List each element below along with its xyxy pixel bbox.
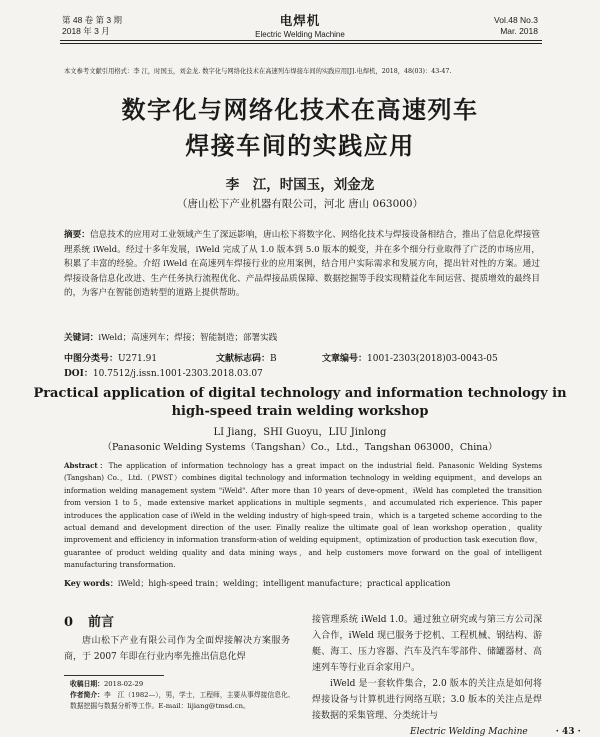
clc-number: [64, 351, 157, 364]
keywords-en: [64, 578, 542, 589]
article-title-line2: 焊接车间的实践应用: [185, 131, 415, 160]
header-rule-thin: [60, 43, 542, 44]
document-code: [216, 351, 277, 364]
received-label: 收稿日期：: [70, 680, 104, 688]
header-rule: [60, 40, 542, 41]
body-column-left: 唐山松下产业有限公司作为全面焊接解决方案服务商，于 2007 年即在行业内率先推出信息化焊: [64, 636, 290, 662]
article-number-label: 文章编号：: [322, 354, 368, 364]
author-bio-text: 李 江（1982—），男，学士，工程师，主要从事焊接信息化、数据挖掘与数据分析等工作。E-mail：lijiang@tmsd.cn。: [70, 691, 295, 710]
clc-value: U271.91: [118, 354, 158, 364]
affiliation: （唐山松下产业机器有限公司，河北 唐山 063000）: [176, 198, 424, 210]
section-number: 0: [64, 615, 74, 630]
doc-code-value: B: [270, 354, 277, 364]
keywords-cn-label: 关键词：: [64, 333, 99, 343]
journal-name-cn: 电焊机: [279, 13, 321, 28]
section-title: 前言: [88, 615, 115, 630]
footer-journal: Electric Welding Machine: [410, 727, 528, 737]
abstract-cn: [64, 228, 540, 301]
body-paragraph: iWeld 是一套软件集合，2.0 版本的关注点是如何将焊接设备与计算机进行网络互联；3.0 版本的关注点是焊接数据的采集管理、分类统计与: [312, 679, 542, 721]
doi: [64, 366, 263, 379]
authors-en: LI Jiang，SHI Guoyu，LIU Jinlong: [213, 427, 387, 438]
journal-name-en: Electric Welding Machine: [255, 30, 345, 39]
page-number: · 43 ·: [555, 727, 581, 737]
body-paragraph: 接管理系统 iWeld 1.0。通过独立研究或与第三方公司深入合作，iWeld 现已服务于挖机、工程机械、钢结构、游艇、海工、压力容器、汽车及汽车零部件、储罐器材、高速列车等行业百余家用户。: [312, 615, 542, 673]
footnote-rule: [64, 675, 164, 676]
abstract-cn-text: 信息技术的应用对工业领域产生了深远影响，唐山松下将数字化、网络化技术与焊接设备相结合，推出了信息化焊接管理系统 iWeld。经过十多年发展，iWeld 完成了从 1.0 版本到 5.0 版本的蜕变，并在多个细分行业取得了广泛的市场应用，积累了丰富的经验。介绍 iWeld 在高速列车焊接行业的应用案例，结合用户实际需求和发展方向，提出针对性的方案。通过焊接设备信息化改进、生产任务执行流程优化、产品焊接品质保障、数据挖掘等手段实现精益化车间运营、提质增效的最终目的，为客户在智能创造转型的道路上提供帮助。: [64, 230, 540, 299]
citation-format: 本文参考文献引用格式：李 江，时国玉，刘金龙. 数字化与网络化技术在高速列车焊接车间的实践应用[J].电焊机，2018，48(03)：43-47.: [64, 68, 452, 75]
header-date-en: Mar. 2018: [500, 26, 538, 36]
author-bio-label: 作者简介：: [70, 691, 104, 699]
header-issue-en: [494, 15, 538, 37]
keywords-en-label: Key words：: [64, 578, 118, 588]
author-bio: [70, 690, 300, 712]
keywords-cn-text: iWeld；高速列车；焊接；智能制造；部署实践: [98, 333, 278, 343]
keywords-en-text: iWeld；high-speed train；welding；intelligent manufacture；practical application: [117, 579, 451, 588]
keywords-cn: [64, 331, 540, 343]
article-title-line1: 数字化与网络化技术在高速列车: [121, 95, 479, 124]
header-date-cn: 2018 年 3 月: [62, 26, 110, 36]
clc-label: 中图分类号：: [64, 354, 119, 364]
doi-value: 10.7512/j.issn.1001-2303.2018.03.07: [92, 369, 263, 379]
article-number: [322, 351, 498, 364]
section-heading: [64, 611, 114, 630]
abstract-en: [64, 460, 542, 572]
page-footer: [410, 727, 581, 737]
body-column-right: [312, 612, 542, 724]
article-number-value: 1001-2303(2018)03-0043-05: [367, 354, 498, 364]
received-date: [70, 679, 300, 690]
article-title-en-line1: Practical application of digital technology and information technology in: [33, 386, 567, 401]
abstract-cn-label: 摘要：: [64, 230, 90, 240]
header-volume-cn: 第 48 卷 第 3 期: [62, 15, 122, 25]
footnote: [70, 679, 300, 712]
abstract-en-text: The application of information technology has a great impact on the industrial field. Panasonic Welding Systems (Tangshan) Co.，Ltd.（PWST）combines digital technology and information technology in welding equipment，and develops an information welding management system "iWeld". After more than 10 years of deve-opment，iWeld has completed the transition from version 1 to 5，made extensive market applications in multiple segments，and accumulated rich experience. This paper introduces the application case of iWeld in the welding industry of high-speed train，which is a targeted scheme according to the actual demand and development direction of the user. Finally realize the ultimate goal of lean workshop operation，quality improvement and efficiency in information transform-ation of welding equipment，optimization of production task execution flow，guarantee of product welding quality and data mining ways，and help customers move forward on the goal of intelligent manufacturing transformation.: [64, 461, 542, 570]
header-volume-en: Vol.48 No.3: [494, 15, 538, 25]
affiliation-en: （Panasonic Welding Systems（Tangshan）Co.，Ltd.，Tangshan 063000，China）: [102, 442, 498, 453]
authors: 李 江，时国玉，刘金龙: [225, 177, 375, 193]
abstract-en-label: Abstract：: [64, 461, 109, 470]
received-value: 2018-02-29: [103, 680, 144, 688]
article-title-en-line2: high-speed train welding workshop: [171, 404, 429, 419]
doc-code-label: 文献标志码：: [216, 354, 271, 364]
doi-label: DOI：: [64, 369, 93, 379]
